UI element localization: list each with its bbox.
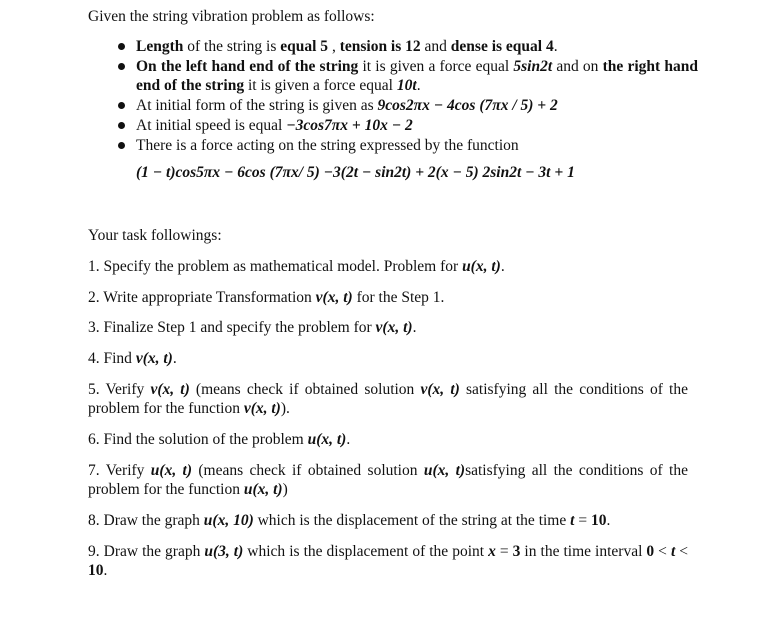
text: satisfying all the conditions of the problem for the function bbox=[88, 381, 688, 417]
math: u(x, t) bbox=[423, 462, 466, 479]
text: . bbox=[500, 258, 505, 275]
text: ). bbox=[280, 400, 290, 417]
text: = bbox=[495, 543, 513, 560]
condition-boundary-forces bbox=[118, 57, 698, 95]
condition-initial-speed bbox=[118, 116, 698, 135]
text: it is given a force equal bbox=[358, 58, 514, 75]
task-9 bbox=[88, 542, 688, 580]
intro-text: Given the string vibration problem as follows: bbox=[88, 8, 375, 25]
text: satisfying all the conditions of the problem for the function bbox=[88, 462, 688, 498]
problem-conditions-list bbox=[118, 37, 698, 156]
math: t bbox=[670, 543, 676, 560]
text: . bbox=[606, 512, 611, 529]
text: 4. Find bbox=[88, 350, 136, 367]
text: which is the displacement of the point bbox=[243, 543, 489, 560]
task-heading: Your task followings: bbox=[88, 227, 222, 244]
math: 10 bbox=[590, 512, 607, 529]
task-6 bbox=[88, 430, 688, 449]
math: 10 bbox=[88, 562, 104, 579]
math: v(x, t) bbox=[243, 400, 281, 417]
text: At initial form of the string is given as bbox=[136, 97, 378, 114]
value-tension: tension is 12 bbox=[339, 38, 421, 55]
text: 7. Verify bbox=[88, 462, 151, 479]
text: of the string is bbox=[183, 38, 281, 55]
math: u(x, t) bbox=[307, 431, 347, 448]
text: 5. Verify bbox=[88, 381, 151, 398]
math: t bbox=[570, 512, 575, 529]
condition-external-force: There is a force acting on the string expressed by the function bbox=[118, 136, 698, 155]
text: . bbox=[553, 38, 558, 55]
text: for the Step 1. bbox=[352, 289, 445, 306]
left-force-formula: 5sin2t bbox=[513, 58, 553, 75]
condition-length-tension-density bbox=[118, 37, 698, 56]
text: . bbox=[412, 319, 417, 336]
text: . bbox=[172, 350, 177, 367]
term-length: Length bbox=[136, 38, 184, 55]
value-length: equal 5 bbox=[280, 38, 329, 55]
task-4 bbox=[88, 349, 688, 368]
task-7 bbox=[88, 461, 688, 499]
task-3 bbox=[88, 318, 688, 337]
text: and on bbox=[552, 58, 603, 75]
math: v(x, t) bbox=[150, 381, 190, 398]
math: v(x, t) bbox=[375, 319, 413, 336]
math: u(3, t) bbox=[204, 543, 244, 560]
condition-initial-form bbox=[118, 96, 698, 115]
initial-speed-formula: −3cos7πx + 10x − 2 bbox=[286, 117, 413, 134]
text: At initial speed is equal bbox=[136, 117, 287, 134]
task-2 bbox=[88, 288, 688, 307]
text: and bbox=[420, 38, 451, 55]
text: 2. Write appropriate Transformation bbox=[88, 289, 316, 306]
text: (means check if obtained solution bbox=[192, 462, 424, 479]
text: 8. Draw the graph bbox=[88, 512, 204, 529]
task-1 bbox=[88, 257, 688, 276]
math: v(x, t) bbox=[135, 350, 173, 367]
right-force-formula: 10t bbox=[396, 77, 417, 94]
math: u(x, 10) bbox=[203, 512, 254, 529]
text: it is given a force equal bbox=[244, 77, 397, 94]
math: v(x, t) bbox=[420, 381, 460, 398]
text: in the time interval bbox=[520, 543, 647, 560]
initial-form-formula: 9cos2πx − 4cos (7πx / 5) + 2 bbox=[377, 97, 558, 114]
math: v(x, t) bbox=[315, 289, 353, 306]
text: 1. Specify the problem as mathematical model. Problem for bbox=[88, 258, 463, 275]
math: x bbox=[488, 543, 496, 560]
text: 9. Draw the graph bbox=[88, 543, 205, 560]
text: < bbox=[675, 543, 689, 560]
value-density: dense is equal 4 bbox=[450, 38, 554, 55]
text: . bbox=[346, 431, 351, 448]
task-5 bbox=[88, 380, 688, 418]
math: u(x, t) bbox=[150, 462, 193, 479]
text: (means check if obtained solution bbox=[189, 381, 421, 398]
term-right-end: the right hand end of the string bbox=[136, 58, 698, 94]
text: . bbox=[103, 562, 108, 579]
math: u(x, t) bbox=[243, 481, 283, 498]
text: which is the displacement of the string at the time bbox=[253, 512, 571, 529]
math: 3 bbox=[512, 543, 521, 560]
math: 0 bbox=[646, 543, 655, 560]
text: 6. Find the solution of the problem bbox=[88, 431, 308, 448]
term-left-end: On the left hand end of the string bbox=[136, 58, 359, 75]
text: . bbox=[416, 77, 421, 94]
text: , bbox=[328, 38, 340, 55]
force-function-formula: (1 − t)cos5πx − 6cos (7πx/ 5) −3(2t − sin2t) + 2(x − 5) 2sin2t − 3t + 1 bbox=[136, 164, 575, 181]
task-8 bbox=[88, 511, 688, 530]
text: 3. Finalize Step 1 and specify the problem for bbox=[88, 319, 376, 336]
math: u(x, t) bbox=[462, 258, 501, 275]
text: = bbox=[574, 512, 591, 529]
text: ) bbox=[282, 481, 288, 498]
text: < bbox=[654, 543, 671, 560]
